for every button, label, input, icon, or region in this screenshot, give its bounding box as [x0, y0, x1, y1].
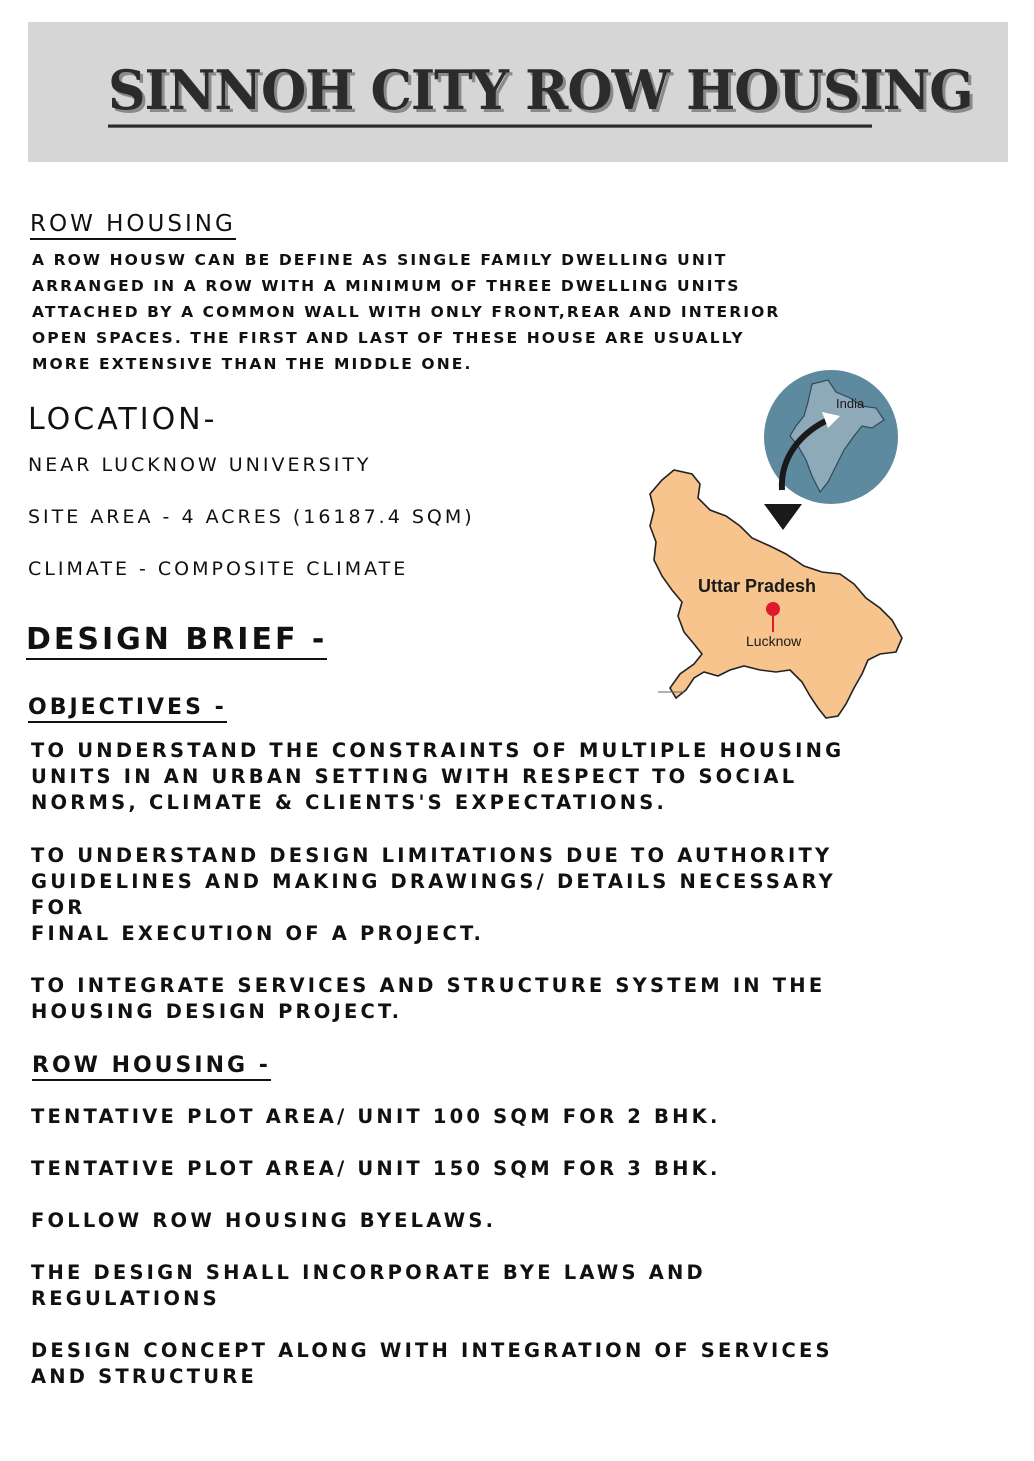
intro-line-3: ATTACHED BY A COMMON WALL WITH ONLY FRONT,REAR AND INTERIOR	[32, 303, 781, 321]
row-housing-item-regulations-line-1: THE DESIGN SHALL INCORPORATE BYE LAWS AND	[31, 1261, 706, 1284]
row-housing-item-byelaws: FOLLOW ROW HOUSING BYELAWS.	[31, 1209, 497, 1232]
objective-2-line-1: TO UNDERSTAND DESIGN LIMITATIONS DUE TO AUTHORITY	[31, 844, 833, 867]
design-brief-heading: DESIGN BRIEF -	[26, 622, 327, 660]
row-housing-item-concept-line-2: AND STRUCTURE	[31, 1365, 257, 1388]
intro-line-1: A ROW HOUSW CAN BE DEFINE AS SINGLE FAMILY DWELLING UNIT	[32, 251, 728, 269]
page-title: SINNOH CITY ROW HOUSING	[108, 58, 872, 127]
intro-line-4: OPEN SPACES. THE FIRST AND LAST OF THESE HOUSE ARE USUALLY	[32, 329, 745, 347]
row-housing-item-concept-line-1: DESIGN CONCEPT ALONG WITH INTEGRATION OF SERVICES	[31, 1339, 833, 1362]
lucknow-label: Lucknow	[746, 633, 802, 649]
location-heading: LOCATION-	[28, 402, 218, 437]
row-housing-item-2bhk: TENTATIVE PLOT AREA/ UNIT 100 SQM FOR 2 BHK.	[31, 1105, 721, 1128]
uttar-pradesh-label: Uttar Pradesh	[698, 576, 817, 596]
location-map	[640, 370, 920, 730]
intro-line-2: ARRANGED IN A ROW WITH A MINIMUM OF THREE DWELLING UNITS	[32, 277, 741, 295]
objective-2-line-2: GUIDELINES AND MAKING DRAWINGS/ DETAILS NECESSARY	[31, 870, 836, 893]
row-housing-item-regulations-line-2: REGULATIONS	[31, 1287, 220, 1310]
row-housing-heading: ROW HOUSING	[30, 211, 236, 240]
objective-3-line-2: HOUSING DESIGN PROJECT.	[31, 1000, 403, 1023]
objectives-heading: OBJECTIVES -	[28, 695, 227, 723]
row-housing-item-3bhk: TENTATIVE PLOT AREA/ UNIT 150 SQM FOR 3 BHK.	[31, 1157, 721, 1180]
location-item-university: NEAR LUCKNOW UNIVERSITY	[28, 454, 372, 476]
objective-1-line-3: NORMS, CLIMATE & CLIENTS'S EXPECTATIONS.	[31, 791, 668, 814]
india-label: India	[836, 396, 865, 411]
objective-2-line-4: FINAL EXECUTION OF A PROJECT.	[31, 922, 485, 945]
row-housing-brief-heading: ROW HOUSING -	[32, 1053, 271, 1081]
objective-2-line-3: FOR	[31, 896, 86, 919]
arrow-head-icon	[764, 504, 802, 530]
objective-1-line-1: TO UNDERSTAND THE CONSTRAINTS OF MULTIPLE HOUSING	[31, 739, 845, 762]
intro-line-5: MORE EXTENSIVE THAN THE MIDDLE ONE.	[32, 355, 473, 373]
location-item-climate: CLIMATE - COMPOSITE CLIMATE	[28, 558, 409, 580]
location-item-site-area: SITE AREA - 4 ACRES (16187.4 SQM)	[28, 506, 475, 528]
objective-3-line-1: TO INTEGRATE SERVICES AND STRUCTURE SYSTEM IN THE	[31, 974, 826, 997]
lucknow-pin-icon	[766, 602, 780, 616]
objective-1-line-2: UNITS IN AN URBAN SETTING WITH RESPECT TO SOCIAL	[31, 765, 798, 788]
